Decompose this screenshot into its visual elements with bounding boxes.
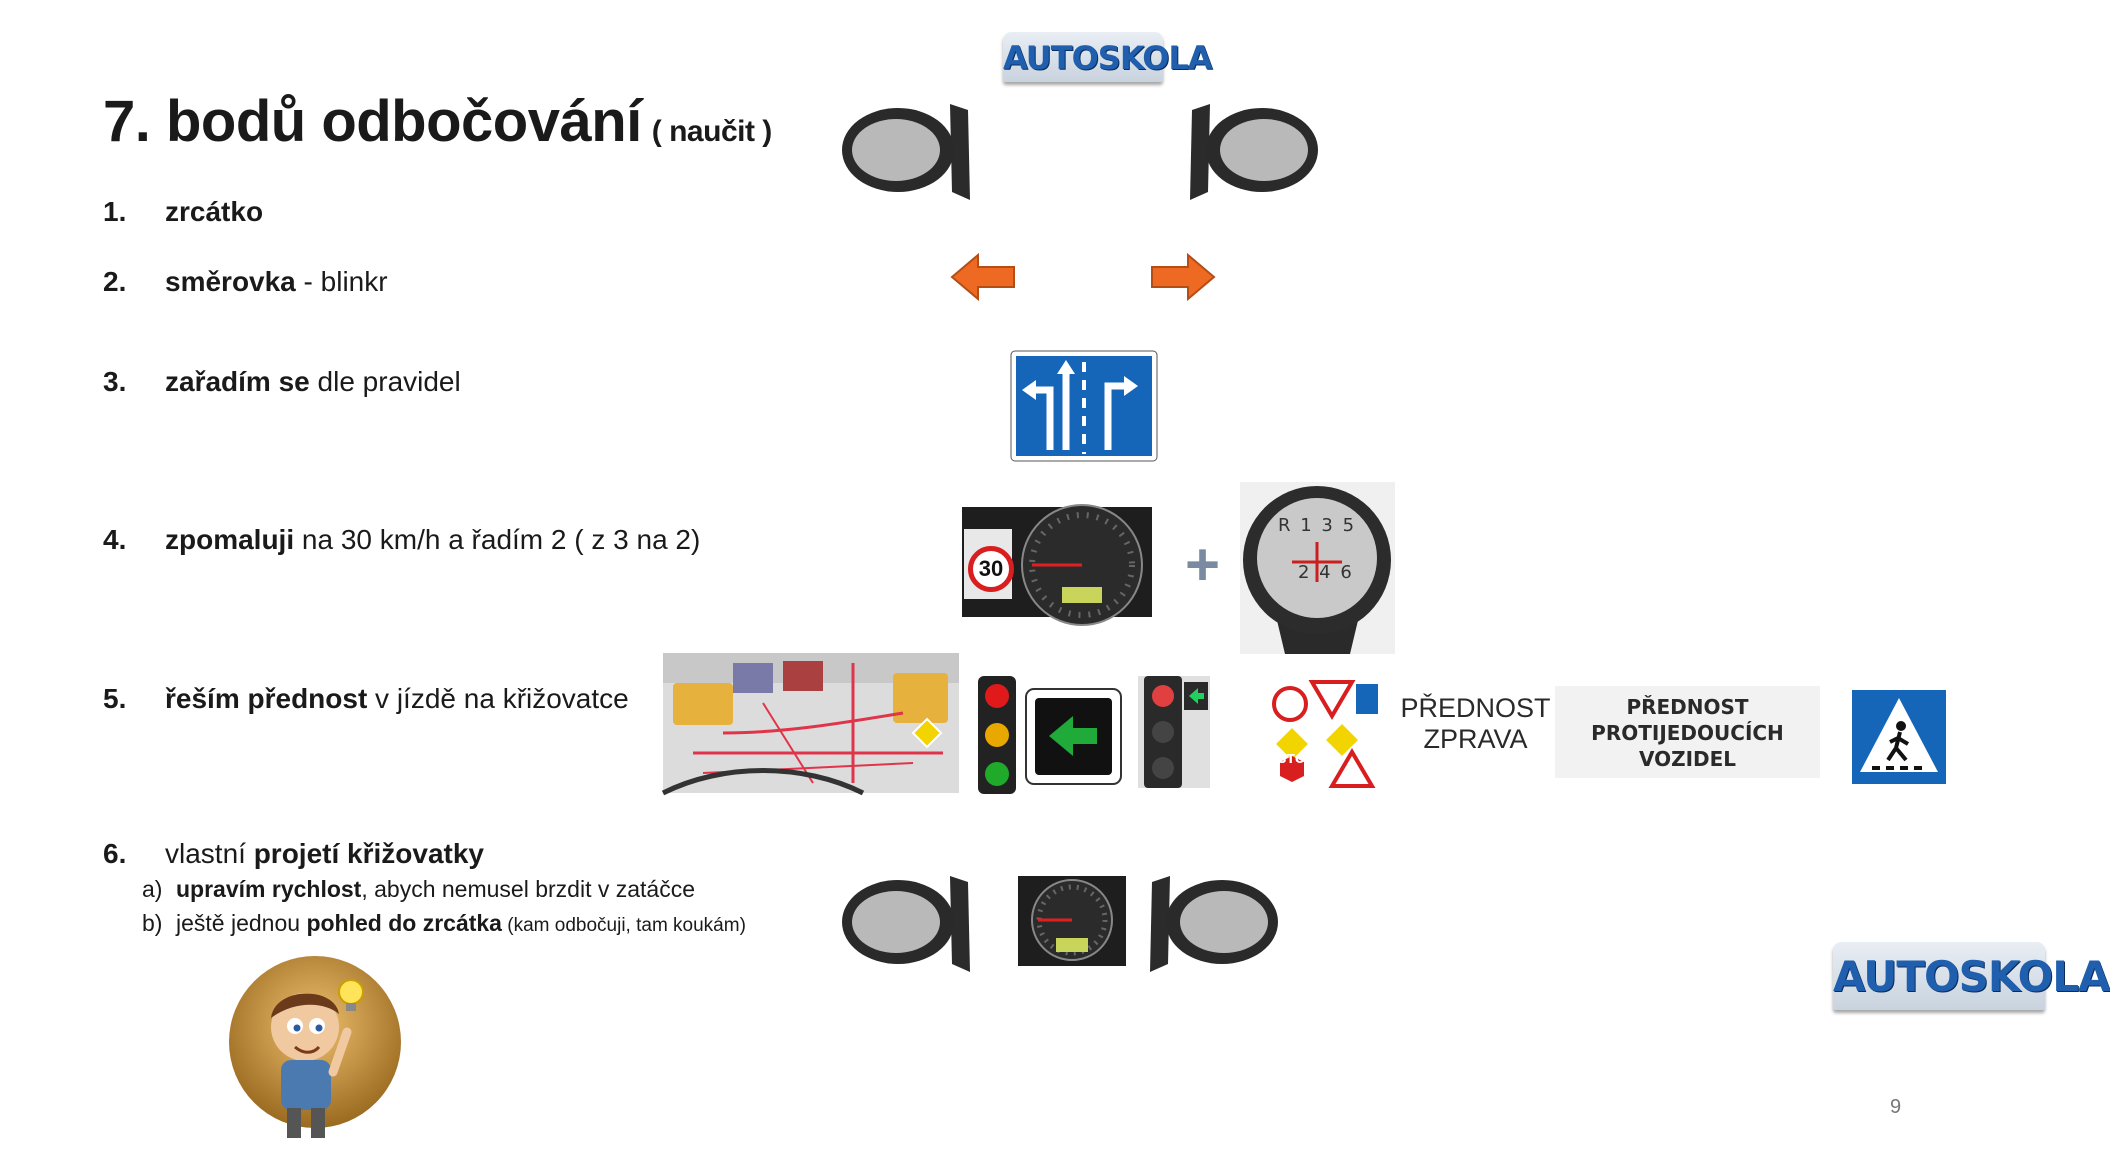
step-number: 5.: [103, 683, 127, 714]
step-text: - blinkr: [295, 266, 388, 297]
step-text: na 30 km/h a řadím 2 ( z 3 na 2): [294, 524, 701, 555]
substep-a: [142, 876, 695, 903]
substep-note: (kam odbočuji, tam koukám): [501, 915, 746, 936]
step-bold-text: projetí křižovatky: [253, 838, 485, 869]
autoskola-logo-bottom: AUTOSKOLA: [1833, 942, 2045, 1010]
right-mirror-icon: [1145, 872, 1280, 977]
speed-limit-value: 30: [978, 556, 1004, 581]
priority-oncoming-line2: PROTIJEDOUCÍCH: [1591, 721, 1784, 745]
priority-right-line2: ZPRAVA: [1423, 724, 1528, 754]
step-number: 6.: [103, 838, 127, 869]
substep-bold-text: upravím rychlost: [176, 876, 362, 902]
step-6: [103, 838, 484, 870]
autoskola-logo-top: AUTOSKOLA: [1003, 32, 1163, 82]
substep-label: a): [142, 876, 163, 902]
speedometer-icon: [1018, 876, 1126, 966]
step-number: 1.: [103, 196, 127, 227]
page-title: [103, 88, 772, 155]
title-main: 7. bodů odbočování: [103, 89, 642, 154]
title-note: ( naučit ): [651, 115, 772, 148]
step-bold-text: zrcátko: [165, 196, 264, 227]
step-text: dle pravidel: [309, 366, 461, 397]
pedestrian-crossing-sign-icon: [1852, 690, 1946, 784]
step-bold-text: zpomaluji: [165, 524, 295, 555]
plus-sign: +: [1185, 531, 1221, 598]
left-mirror-icon: [840, 100, 975, 205]
priority-oncoming-line1: PŘEDNOST: [1626, 695, 1749, 719]
right-blinker-arrow-icon: [1148, 252, 1216, 302]
step-bold-text: řeším přednost: [165, 683, 368, 714]
step-5: [103, 683, 629, 715]
page-number: 9: [1890, 1096, 1902, 1118]
gear-labels-bottom: 2 4 6: [1298, 562, 1354, 583]
step-text: v jízdě na křižovatce: [367, 683, 629, 714]
step-text: vlastní: [165, 838, 254, 869]
priority-right-line1: PŘEDNOST: [1400, 693, 1551, 723]
step-bold-text: směrovka: [165, 266, 296, 297]
speed-limit-sign: [968, 546, 1014, 592]
traffic-light-arrow-icon: [1138, 676, 1210, 788]
traffic-light-icon: [978, 676, 1016, 794]
stop-sign-label: STOP: [1278, 752, 1314, 766]
substep-bold-text: pohled do zrcátka: [306, 910, 502, 936]
step-bold-text: zařadím se: [165, 366, 310, 397]
priority-right-label: [1393, 693, 1558, 755]
idea-character-illustration: [225, 952, 405, 1147]
step-number: 2.: [103, 266, 127, 297]
step-2: [103, 266, 388, 298]
priority-oncoming-label: [1555, 686, 1820, 778]
right-mirror-icon: [1185, 100, 1320, 205]
step-1: [103, 196, 263, 228]
priority-oncoming-line3: VOZIDEL: [1638, 747, 1737, 771]
gear-labels-top: R 1 3 5: [1278, 515, 1357, 536]
step-3: [103, 366, 461, 398]
substep-label: b): [142, 910, 163, 936]
left-blinker-arrow-icon: [950, 252, 1018, 302]
substep-text: ještě jednou: [176, 910, 307, 936]
priority-signs-cluster-icon: [1272, 676, 1382, 786]
green-arrow-signal-icon: [1025, 688, 1122, 785]
step-number: 4.: [103, 524, 127, 555]
substep-text: , abych nemusel brzdit v zatáčce: [361, 876, 696, 902]
intersection-illustration: [663, 653, 959, 793]
step-4: [103, 524, 700, 556]
substep-b: [142, 910, 746, 937]
step-number: 3.: [103, 366, 127, 397]
left-mirror-icon: [840, 872, 975, 977]
lane-direction-sign-icon: [1010, 350, 1158, 462]
